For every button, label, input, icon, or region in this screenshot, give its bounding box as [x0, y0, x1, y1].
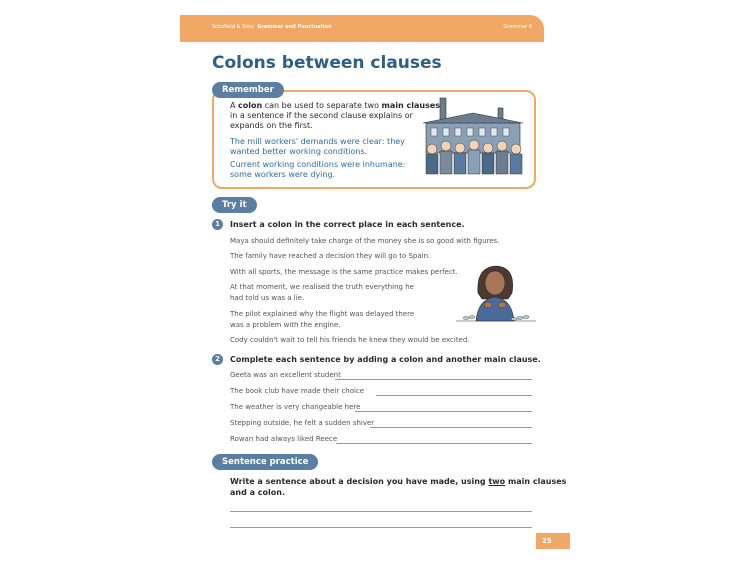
- q2-sentence-5: Rowan had always liked Reece: [230, 435, 338, 443]
- q1-sentence-3: With all sports, the message is the same practice makes perfect.: [230, 268, 458, 276]
- q2-answer-line-4[interactable]: [370, 427, 532, 428]
- page-header: [180, 15, 544, 42]
- example2-line1: Current working conditions were inhumane:: [230, 160, 406, 169]
- worksheet-page: [180, 15, 570, 550]
- q2-sentence-3: The weather is very changeable here: [230, 403, 361, 411]
- sentence-practice-label: Sentence practice: [212, 454, 318, 470]
- header-publisher: Schofield & Sims Grammar and Punctuation: [212, 24, 332, 30]
- practice-answer-line-1[interactable]: [230, 511, 532, 512]
- q2-sentence-1: Geeta was an excellent student: [230, 371, 341, 379]
- q1-sentence-2: The family have reached a decision they will go to Spain.: [230, 252, 431, 260]
- q2-sentence-4: Stepping outside, he felt a sudden shiver: [230, 419, 375, 427]
- girl-counting-money-illustration: [456, 263, 536, 325]
- q1-sentence-5a: The pilot explained why the flight was delayed there: [230, 310, 415, 318]
- q1-sentence-6: Cody couldn't wait to tell his friends he knew they would be excited.: [230, 336, 470, 344]
- remember-intro-line3: expands on the first.: [230, 121, 313, 130]
- q1-sentence-4a: At that moment, we realised the truth everything he: [230, 283, 414, 291]
- question-2-heading: Complete each sentence by adding a colon and another main clause.: [230, 355, 541, 364]
- example1-line1: The mill workers' demands were clear: they: [230, 137, 405, 146]
- question-1-heading: Insert a colon in the correct place in each sentence.: [230, 220, 465, 229]
- q2-sentence-2: The book club have made their choice: [230, 387, 365, 395]
- q1-sentence-1: Maya should definitely take charge of the money she is so good with figures.: [230, 237, 500, 245]
- q2-answer-line-2[interactable]: [376, 395, 532, 396]
- header-book: Grammar 6: [503, 24, 532, 30]
- practice-instruction-line2: and a colon.: [230, 488, 285, 497]
- q1-sentence-5b: was a problem with the engine.: [230, 321, 341, 329]
- question-2-number: 2: [212, 354, 223, 365]
- mill-workers-illustration: [418, 93, 528, 183]
- q1-sentence-4b: had told us was a lie.: [230, 294, 305, 302]
- practice-instruction-line1: Write a sentence about a decision you have made, using two main clauses: [230, 477, 567, 486]
- q2-answer-line-3[interactable]: [355, 411, 532, 412]
- q2-answer-line-5[interactable]: [336, 443, 532, 444]
- example1-line2: wanted better working conditions.: [230, 147, 368, 156]
- remember-intro-line2: in a sentence if the second clause explains or: [230, 111, 413, 120]
- remember-intro-line1: A colon can be used to separate two main clauses: [230, 101, 441, 110]
- page-title: Colons between clauses: [212, 53, 442, 73]
- q2-answer-line-1[interactable]: [335, 379, 532, 380]
- practice-answer-line-2[interactable]: [230, 527, 532, 528]
- example2-line2: some workers were dying.: [230, 170, 336, 179]
- question-1-number: 1: [212, 219, 223, 230]
- try-it-label: Try it: [212, 197, 257, 213]
- remember-label: Remember: [212, 82, 284, 98]
- page-number: 25: [536, 533, 570, 549]
- header-series: Grammar and Punctuation: [257, 24, 332, 30]
